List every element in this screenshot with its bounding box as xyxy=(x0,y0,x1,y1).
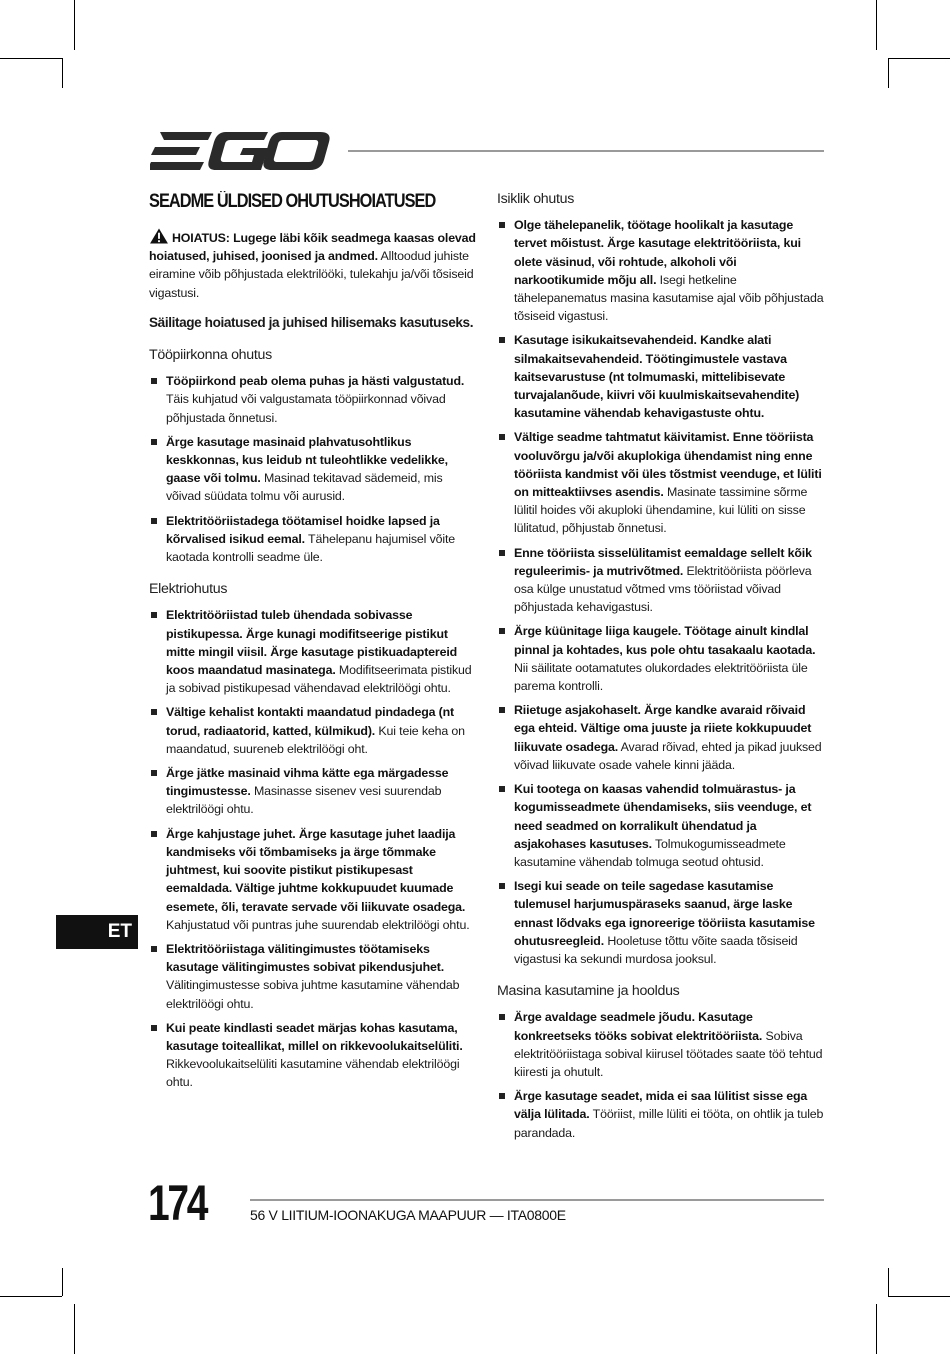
item-text: Tähelepanu hajumisel võite kaotada kontrolli seadme üle. xyxy=(166,531,455,565)
crop-mark xyxy=(876,0,877,50)
ego-logo xyxy=(150,130,330,172)
page-number: 174 xyxy=(148,1175,207,1231)
section-title: Masina kasutamine ja hooldus xyxy=(497,983,680,1000)
warning-triangle-icon xyxy=(149,228,169,244)
item-bold-text: Ärge kahjustage juhet. Ärge kasutage juhet laadija kandmiseks või tõmbamiseks ja ärge tõmmake juhtmest, kui soovite pistikut pistikupesast eemaldada. Vältige juhtme kokkupuudet kuumade esemete, õli, teravate servade või liikuvate osadega. xyxy=(166,826,466,914)
item-text: Täis kuhjatud või valgustamata tööpiirkonnad võivad põhjustada õnnetusi. xyxy=(166,392,446,425)
item-bold-text: Ärge kasutage masinaid plahvatusohtlikus keskkonnas, kus leidub nt tuleohtlikke vedelikke, gaase või tolmu. xyxy=(166,434,448,486)
list-item xyxy=(497,428,827,537)
item-bold-text: Ärge kasutage seadet, mida ei saa lülitist sisse ega välja lülitada. xyxy=(514,1089,808,1122)
list-item xyxy=(497,216,827,325)
list-item xyxy=(497,877,827,968)
item-text: Nii säilitate ootamatutes olukordades elektritööriista üle parema kontrolli. xyxy=(514,660,808,694)
section-title: Tööpiirkonna ohutus xyxy=(149,347,272,364)
electrical-safety-list xyxy=(149,606,479,1091)
item-bold-text: Riietuge asjakohaselt. Ärge kandke avaraid rõivaid ega ehteid. Vältige oma juuste ja riiete kokkupuudet liikuvate osadega. xyxy=(514,703,812,754)
item-text: Hooletuse tõttu võite saada tõsiseid vigastusi ka sekundi murdosa jooksul. xyxy=(514,933,798,966)
crop-mark xyxy=(888,58,889,88)
item-bold-text: Vältige kehalist kontakti maandatud pindadega (nt torud, radiaatorid, katted, külmikud). xyxy=(166,705,455,738)
item-text: Avarad rõivad, ehted ja pikad juuksed võivad liikuvate osade vahele kinni jääda. xyxy=(514,739,822,772)
item-text: Tolmukogumisseadmete kasutamine vähendab tolmuga seotud ohtusid. xyxy=(514,836,786,869)
item-bold-text: Tööpiirkond peab olema puhas ja hästi valgustatud. xyxy=(166,374,465,389)
crop-mark xyxy=(888,1296,950,1297)
item-bold-text: Vältige seadme tahtmatut käivitamist. Enne tööriista vooluvõrgu ja/või akuplokiga ühendamist ning enne tööriista kandmist või üles tõstmist veenduge, et lüliti on mitteaktiivses asendis. xyxy=(514,430,822,500)
item-text: Masinate tassimine sõrme lülitil hoides või akuploki ühendamine, kui lüliti on sisse lülitatud, põhjustab õnnetusi. xyxy=(514,485,808,536)
item-bold-text: Kui tootega on kaasas vahendid tolmuärastus- ja kogumisseadmete ühendamiseks, siis veenduge, et need seadmed on korralikult ühendatud ja asjakohases kasutuses. xyxy=(514,782,812,851)
item-text: Elektritööriista pöörleva osa külge unustatud võtmed vms tööriistad võivad põhjustada kehavigastusi. xyxy=(514,563,812,615)
item-text: Rikkevoolukaitselüliti kasutamine vähendab elektrilöögi ohtu. xyxy=(166,1057,460,1090)
list-item xyxy=(149,372,479,427)
item-bold-text: Isegi kui seade on teile sagedase kasutamise tulemusel harjumuspäraseks saanud, ärge laske ennast lõdvaks ega ignoreerige tööriista kasutamise ohutusreegleid. xyxy=(514,879,815,948)
item-text: Isegi hetkeline tähelepanematus masina kasutamise ajal võib põhjustada tõsiseid vigastusi. xyxy=(514,272,824,324)
list-item xyxy=(149,433,479,506)
item-bold-text: Kasutage isikukaitsevahendeid. Kandke alati silmakaitsevahendeid. Töötingimustele vastava kaitsevarustuse (nt tolmumaski, mittelibisevate turvajalanõude, kiivri või kuulmiskaitsevahendite) kasutamine vähendab kehavigastuste ohtu. xyxy=(514,333,800,421)
language-tab: ET xyxy=(56,915,138,949)
list-item xyxy=(149,703,479,758)
list-item xyxy=(497,544,827,617)
crop-mark xyxy=(62,58,63,88)
item-bold-text: Kui peate kindlasti seadet märjas kohas kasutama, kasutage toiteallikat, millel on rikkevoolukaitselüliti. xyxy=(166,1020,463,1053)
right-column xyxy=(497,190,827,1148)
crop-mark xyxy=(0,58,62,59)
item-bold-text: Ärge avaldage seadmele jõudu. Kasutage konkreetseks tööks sobivat elektritööriista. xyxy=(514,1010,763,1043)
warning-label: HOIATUS: xyxy=(172,231,230,245)
item-text: Modifitseerimata pistikud ja sobivad pistikupesad vähendavad elektrilöögi ohtu. xyxy=(166,663,472,696)
warning-block xyxy=(149,228,479,302)
left-column xyxy=(149,190,479,1098)
list-item xyxy=(149,825,479,934)
crop-mark xyxy=(74,0,75,50)
item-bold-text: Elektritööriistad tuleb ühendada sobivasse pistikupessa. Ärge kunagi modifitseerige pistikut mitte mingil viisil. Ärge kasutage pistikuadaptereid koos maandatud masinatega. xyxy=(166,608,458,678)
list-item xyxy=(497,1087,827,1142)
tool-use-care-list xyxy=(497,1008,827,1141)
item-bold-text: Olge tähelepanelik, töötage hoolikalt ja kasutage tervet mõistust. Ärge kasutage elektritööriista, kui olete väsinud, või rohtude, alkoholi või narkootikumide mõju all. xyxy=(514,218,801,287)
list-item xyxy=(497,622,827,695)
crop-mark xyxy=(888,1268,889,1296)
item-bold-text: Ärge küünitage liiga kaugele. Töötage ainult kindlal pinnal ja kohtades, kus pole ohtu tasakaalu kaotada. xyxy=(514,624,816,657)
item-bold-text: Elektritööriistadega töötamisel hoidke lapsed ja kõrvalised isikud eemal. xyxy=(166,513,440,546)
list-item xyxy=(149,512,479,567)
warning-text: Alltoodud juhiste eiramine võib põhjustada elektrilööki, tulekahju ja/või tõsiseid vigastusi. xyxy=(149,249,474,300)
footer-rule xyxy=(250,1199,824,1201)
work-area-safety-list xyxy=(149,372,479,566)
item-text: Tööriist, mille lüliti ei tööta, on ohtlik ja tuleb parandada. xyxy=(514,1107,824,1140)
list-item xyxy=(149,606,479,697)
list-item xyxy=(497,331,827,422)
personal-safety-list xyxy=(497,216,827,968)
list-item xyxy=(149,1019,479,1092)
item-bold-text: Enne tööriista sisselülitamist eemaldage sellelt kõik reguleerimis- ja mutrivõtmed. xyxy=(514,545,812,578)
list-item xyxy=(497,780,827,871)
keep-instructions-notice: Säilitage hoiatused ja juhised hilisemaks kasutuseks. xyxy=(149,314,474,330)
crop-mark xyxy=(0,1296,62,1297)
item-bold-text: Elektritööriistaga välitingimustes töötamiseks kasutage välitingimustes sobivat pikendusjuhet. xyxy=(166,941,445,975)
list-item xyxy=(149,940,479,1013)
header-rule xyxy=(348,150,824,152)
crop-mark xyxy=(62,1268,63,1296)
section-title: Elektriohutus xyxy=(149,581,228,598)
list-item xyxy=(149,764,479,819)
warning-bold-text: Lugege läbi kõik seadmega kaasas olevad hoiatused, juhised, joonised ja andmed. xyxy=(149,231,476,264)
item-text: Sobiva elektritööriistaga sobival kiirusel töötades saate töö tehtud kiiresti ja ohutult. xyxy=(514,1028,823,1079)
crop-mark xyxy=(888,58,950,59)
item-text: Kui teie keha on maandatud, suureneb elektrilöögi oht. xyxy=(166,723,465,756)
item-bold-text: Ärge jätke masinaid vihma kätte ega märgadesse tingimustesse. xyxy=(166,766,449,799)
item-text: Kahjustatud või puntras juhe suurendab elektrilöögi ohtu. xyxy=(166,917,470,932)
list-item xyxy=(497,701,827,774)
page-title: SEADME ÜLDISED OHUTUSHOIATUSED xyxy=(149,191,436,212)
crop-mark xyxy=(876,1304,877,1354)
list-item xyxy=(497,1008,827,1081)
item-text: Välitingimustesse sobiva juhtme kasutamine vähendab elektrilöögi ohtu. xyxy=(166,978,460,1011)
item-text: Masinad tekitavad sädemeid, mis võivad süüdata tolmu või aurusid. xyxy=(166,471,443,504)
footer-text: 56 V LIITIUM-IOONAKUGA MAAPUUR — ITA0800E xyxy=(250,1207,566,1223)
crop-mark xyxy=(74,1304,75,1354)
section-title: Isiklik ohutus xyxy=(497,191,575,207)
item-text: Masinasse sisenev vesi suurendab elektrilöögi ohtu. xyxy=(166,784,442,817)
